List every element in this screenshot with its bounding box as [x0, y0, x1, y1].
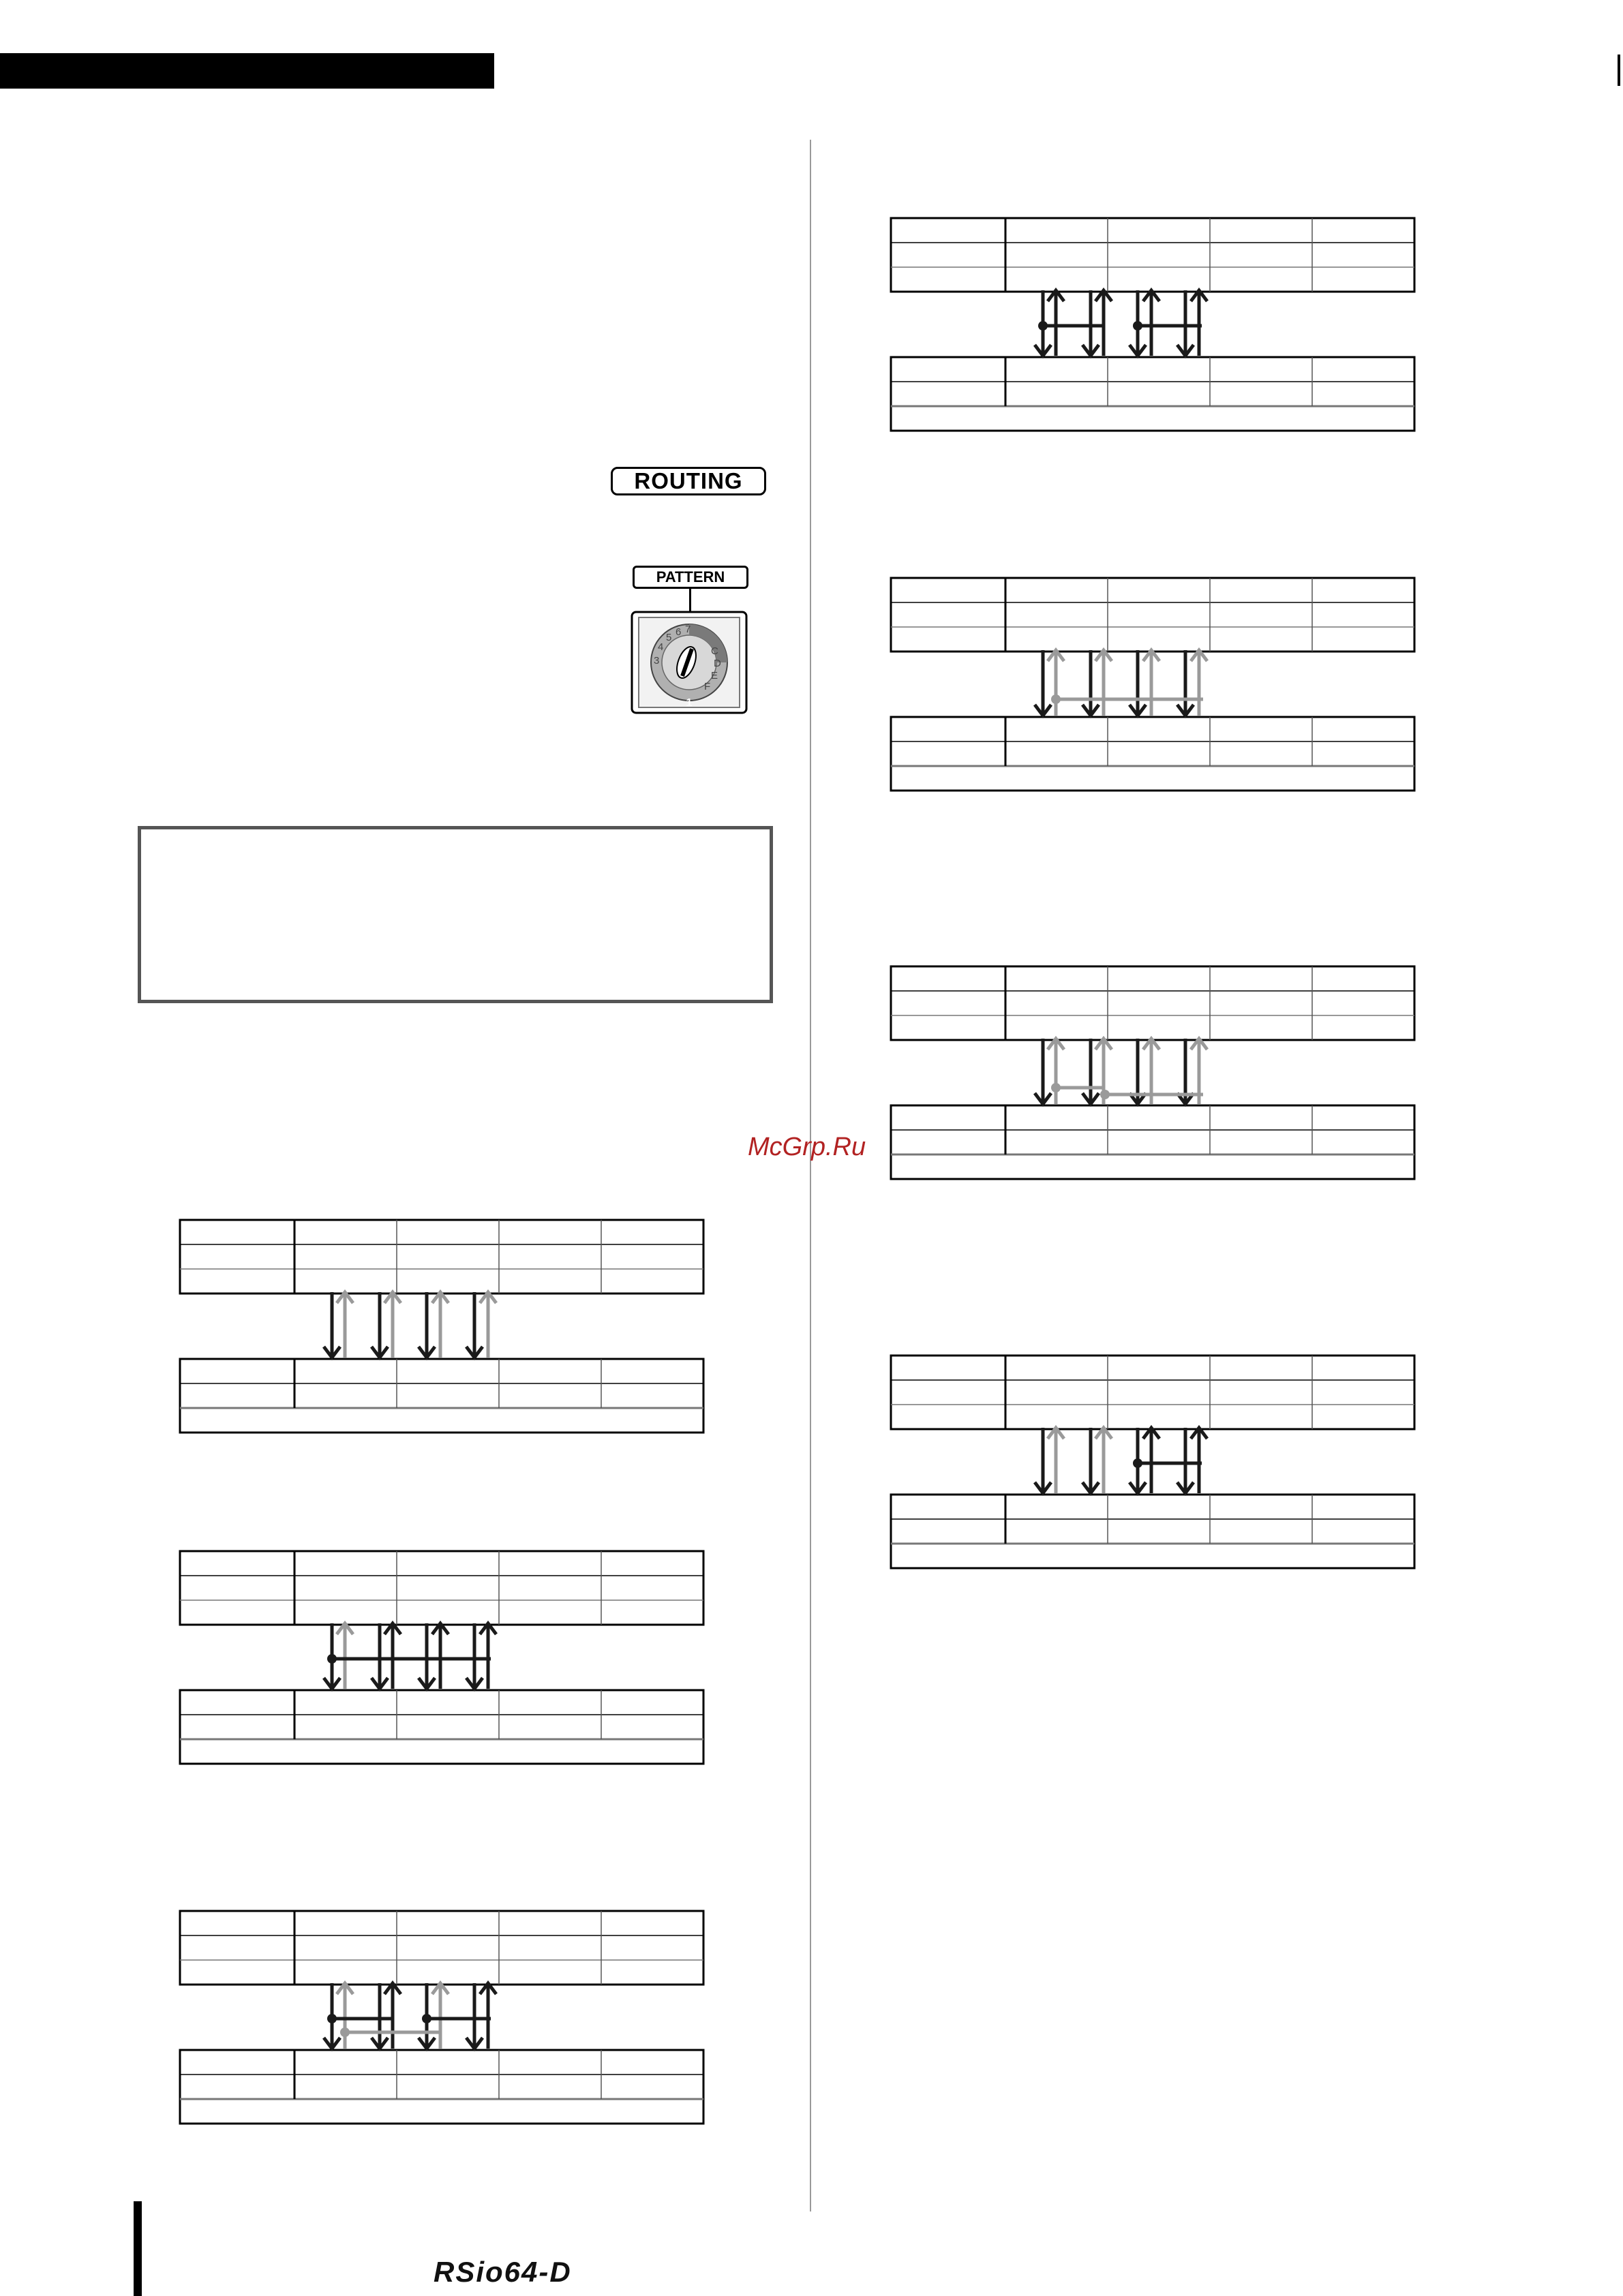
- channel-table: [891, 218, 1414, 292]
- table-frame: [180, 1690, 703, 1764]
- svg-text:7: 7: [685, 624, 691, 635]
- routing-diagram: [890, 1354, 1421, 1579]
- table-frame: [180, 1911, 703, 1985]
- table-frame: [891, 717, 1414, 791]
- routing-diagram: [890, 965, 1421, 1190]
- junction-dot-icon: [327, 2014, 337, 2023]
- routing-diagram: [890, 217, 1421, 442]
- table-frame: [180, 2050, 703, 2124]
- junction-dot-icon: [1133, 1458, 1142, 1468]
- page-corner-mark: [1618, 55, 1620, 86]
- routing-diagram: [890, 577, 1421, 801]
- junction-dot-icon: [1051, 694, 1061, 704]
- pattern-leader-line: [689, 589, 691, 612]
- channel-table: [180, 1690, 703, 1764]
- junction-dot-icon: [1100, 1090, 1110, 1099]
- table-frame: [891, 357, 1414, 431]
- channel-table: [891, 1495, 1414, 1568]
- channel-table: [891, 1105, 1414, 1179]
- routing-diagram: [179, 1550, 710, 1775]
- footer-bar: [134, 2201, 142, 2296]
- junction-dot-icon: [327, 1654, 337, 1664]
- svg-text:F: F: [704, 681, 711, 692]
- note-box: [138, 826, 773, 1003]
- svg-text:5: 5: [666, 632, 672, 643]
- channel-table: [891, 357, 1414, 431]
- junction-dot-icon: [340, 2027, 350, 2037]
- table-frame: [891, 1495, 1414, 1568]
- svg-text:6: 6: [676, 626, 682, 638]
- junction-dot-icon: [422, 2014, 431, 2023]
- svg-text:D: D: [714, 658, 721, 669]
- junction-dot-icon: [1133, 321, 1142, 331]
- routing-key: ROUTING: [611, 467, 766, 495]
- junction-dot-icon: [1051, 1083, 1061, 1092]
- table-frame: [180, 1220, 703, 1294]
- channel-table: [891, 1356, 1414, 1429]
- table-frame: [891, 966, 1414, 1040]
- watermark: McGrp.Ru: [748, 1133, 866, 1161]
- routing-diagram: [179, 1910, 710, 2134]
- table-frame: [180, 1359, 703, 1433]
- channel-table: [180, 1220, 703, 1294]
- channel-table: [891, 966, 1414, 1040]
- pattern-label: PATTERN: [633, 566, 748, 589]
- table-frame: [891, 578, 1414, 652]
- svg-text:1: 1: [686, 697, 693, 709]
- table-frame: [180, 1551, 703, 1625]
- routing-diagram: [179, 1219, 710, 1443]
- svg-text:C: C: [711, 645, 718, 657]
- channel-table: [180, 1551, 703, 1625]
- table-frame: [891, 1105, 1414, 1179]
- column-divider: [810, 140, 811, 2211]
- pattern-rotary-switch-icon: [631, 611, 748, 714]
- svg-text:E: E: [711, 670, 718, 682]
- svg-text:4: 4: [658, 641, 664, 653]
- channel-table: [180, 1911, 703, 1985]
- channel-table: [891, 717, 1414, 791]
- channel-table: [180, 1359, 703, 1433]
- channel-table: [180, 2050, 703, 2124]
- svg-text:3: 3: [654, 655, 660, 667]
- section-header-bar: [0, 53, 494, 89]
- table-frame: [891, 218, 1414, 292]
- channel-table: [891, 578, 1414, 652]
- table-frame: [891, 1356, 1414, 1429]
- junction-dot-icon: [1038, 321, 1048, 331]
- brand-logo: RSio64-D: [434, 2256, 572, 2288]
